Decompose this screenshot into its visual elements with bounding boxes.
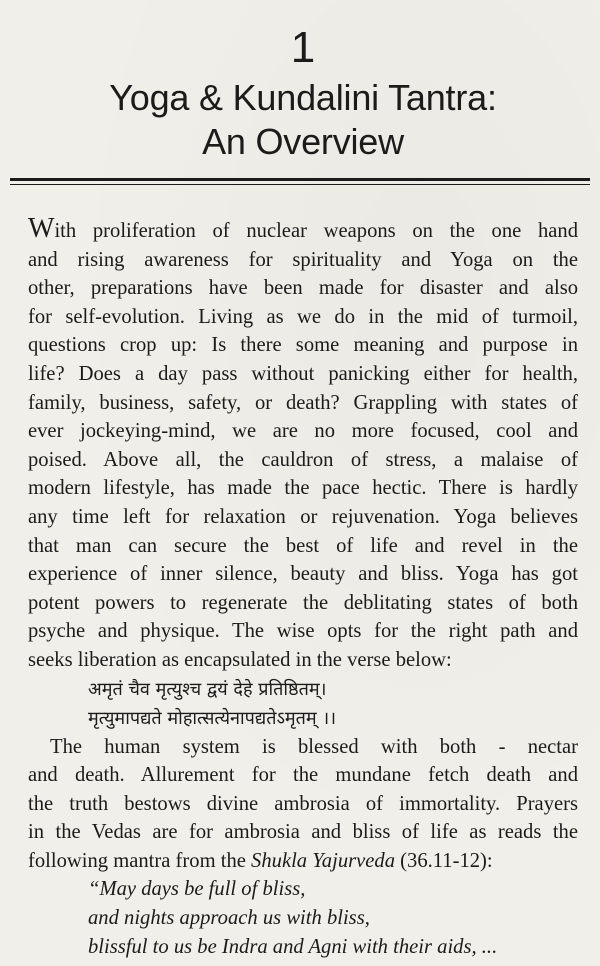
sanskrit-verse xyxy=(88,675,578,733)
paragraph-1-line-12: that man can secure the best of life and revel in the xyxy=(28,534,578,557)
paragraph-1-line-10: modern lifestyle, has made the pace hectic. There is hardly xyxy=(28,477,578,500)
line-text: following mantra from the xyxy=(28,849,252,872)
chapter-number: 1 xyxy=(290,23,316,72)
quote-line-1: “May days be full of bliss, xyxy=(88,878,306,901)
chapter-title-line-2: An Overview xyxy=(202,121,404,162)
paragraph-2-line-2: and death. Allurement for the mundane fetch death and xyxy=(28,764,578,787)
paragraph-1-line-11: any time left for relaxation or rejuvenation. Yoga believes xyxy=(28,505,578,528)
paragraph-1-line-6: life? Does a day pass without panicking either for health, xyxy=(28,362,578,385)
quote-line-2: and nights approach us with bliss, xyxy=(88,907,370,930)
paragraph-1-line-16: seeks liberation as encapsulated in the verse below: xyxy=(28,648,452,671)
mantra-quote xyxy=(88,875,578,961)
divider-thin-line xyxy=(10,184,590,185)
paragraph-1-line-5: questions crop up: Is there some meaning and purpose in xyxy=(28,334,578,357)
verse-line-1: अमृतं चैव मृत्युश्च द्वयं देहे प्रतिष्ठितम्। xyxy=(88,678,327,700)
line-text: (36.11-12): xyxy=(395,849,493,872)
paragraph-2-line-3: the truth bestows divine ambrosia of immortality. Prayers xyxy=(28,792,578,815)
paragraph-1-line-1 xyxy=(28,215,578,246)
paragraph-1 xyxy=(28,215,578,675)
line-text: ith proliferation of nuclear weapons on the one hand xyxy=(54,220,578,242)
verse-line-2: मृत्युमापद्यते मोहात्सत्येनापद्यतेऽमृतम् ।। xyxy=(88,707,337,729)
paragraph-1-line-2: and rising awareness for spirituality and Yoga on the xyxy=(28,248,578,271)
paragraph-1-line-4: for self-evolution. Living as we do in the mid of turmoil, xyxy=(28,305,578,328)
paragraph-2-line-5 xyxy=(28,847,578,876)
paragraph-1-line-8: ever jockeying-mind, we are no more focused, cool and xyxy=(28,420,578,443)
paragraph-1-line-15: psyche and physique. The wise opts for the right path and xyxy=(28,620,578,643)
paragraph-1-line-14: potent powers to regenerate the deblitating states of both xyxy=(28,591,578,614)
paragraph-1-line-13: experience of inner silence, beauty and bliss. Yoga has got xyxy=(28,563,578,586)
drop-letter: W xyxy=(28,213,55,244)
chapter-title xyxy=(28,76,578,164)
scripture-title: Shukla Yajurveda xyxy=(251,849,396,872)
paragraph-2-line-1: The human system is blessed with both - nectar xyxy=(50,735,578,758)
quote-line-3: blissful to us be Indra and Agni with their aids, ... xyxy=(88,935,498,958)
title-divider xyxy=(10,178,590,185)
divider-thick-line xyxy=(10,178,590,181)
paragraph-1-line-9: poised. Above all, the cauldron of stress, a malaise of xyxy=(28,448,578,471)
chapter-body xyxy=(28,215,578,961)
paragraph-2-line-4: in the Vedas are for ambrosia and bliss of life as reads the xyxy=(28,821,578,844)
paragraph-2 xyxy=(28,733,578,876)
paragraph-1-line-7: family, business, safety, or death? Grappling with states of xyxy=(28,391,578,414)
paragraph-1-line-3: other, preparations have been made for disaster and also xyxy=(28,277,578,300)
chapter-title-line-1: Yoga & Kundalini Tantra: xyxy=(109,77,497,118)
